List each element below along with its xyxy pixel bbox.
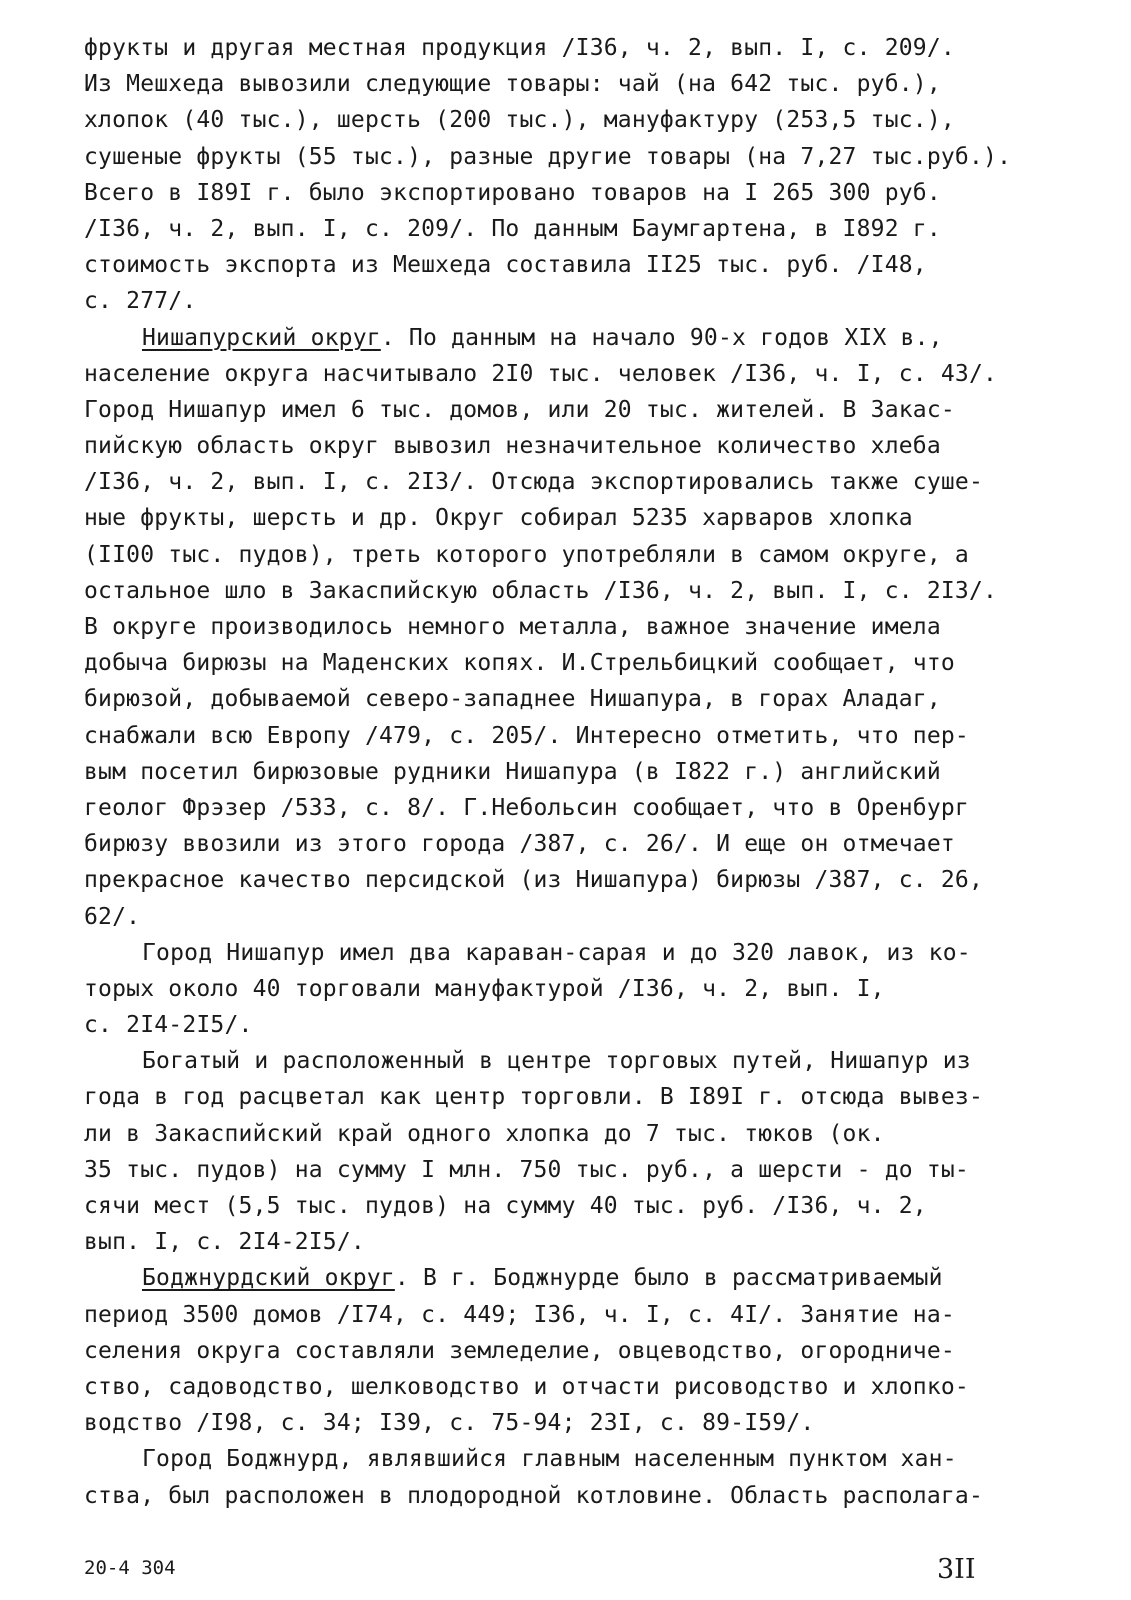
text-line: селения округа составляли земледелие, овцеводство, огородниче- — [84, 1337, 955, 1364]
section-heading-line — [84, 320, 1084, 356]
text-line: Из Мешхеда вывозили следующие товары: чай (на 642 тыс. руб.), — [84, 71, 941, 98]
heading-continuation: . В г. Боджнурде было в рассматриваемый — [394, 1265, 943, 1292]
text-line: водство /I98, с. 34; I39, с. 75-94; 23I, с. 89-I59/. — [84, 1410, 815, 1437]
heading-continuation: . По данным на начало 90-х годов XIX в., — [380, 324, 943, 351]
text-line: вым посетил бирюзовые рудники Нишапура (в I822 г.) английский — [84, 758, 941, 785]
text-line: население округа насчитывало 2I0 тыс. человек /I36, ч. I, с. 43/. — [84, 360, 998, 387]
text-line: 62/. — [84, 903, 141, 930]
text-line: Всего в I89I г. было экспортировано товаров на I 265 300 руб. — [84, 179, 941, 206]
text-line: 35 тыс. пудов) на сумму I млн. 750 тыс. руб., а шерсти - до ты- — [84, 1156, 969, 1183]
footer-print-code: 20-4 304 — [84, 1557, 176, 1579]
text-line: остальное шло в Закаспийскую область /I36, ч. 2, вып. I, с. 2I3/. — [84, 577, 998, 604]
text-line: с. 277/. — [84, 288, 197, 315]
section-heading-line — [84, 1260, 1084, 1296]
section-heading: Боджнурдский округ — [142, 1265, 395, 1292]
text-line: /I36, ч. 2, вып. I, с. 209/. По данным Баумгартена, в I892 г. — [84, 215, 941, 242]
text-line: сушеные фрукты (55 тыс.), разные другие товары (на 7,27 тыс.руб.). — [84, 143, 1012, 170]
text-line: сячи мест (5,5 тыс. пудов) на сумму 40 тыс. руб. /I36, ч. 2, — [84, 1193, 927, 1219]
body-text — [84, 30, 1084, 1514]
text-line: добыча бирюзы на Маденских копях. И.Стрельбицкий сообщает, что — [84, 650, 955, 677]
text-line: ные фрукты, шерсть и др. Округ собирал 5235 харваров хлопка — [84, 505, 913, 532]
text-line: фрукты и другая местная продукция /I36, ч. 2, вып. I, с. 209/. — [84, 35, 955, 61]
text-line: прекрасное качество персидской (из Нишапура) бирюзы /387, с. 26, — [84, 867, 984, 894]
text-line: /I36, ч. 2, вып. I, с. 2I3/. Отсюда экспортировались также суше- — [84, 469, 984, 496]
text-line: ство, садоводство, шелководство и отчасти рисоводство и хлопко- — [84, 1373, 969, 1400]
text-line: В округе производилось немного металла, важное значение имела — [84, 614, 941, 640]
paragraph-start-line: Богатый и расположенный в центре торговых путей, Нишапур из — [142, 1048, 971, 1075]
text-line: Город Нишапур имел 6 тыс. домов, или 20 тыс. жителей. В Закас- — [84, 396, 955, 423]
paragraph-start-line: Город Нишапур имел два караван-сарая и до 320 лавок, из ко- — [142, 939, 971, 966]
page-number: 3II — [937, 1554, 976, 1585]
text-line: с. 2I4-2I5/. — [84, 1012, 253, 1039]
text-line: бирюзой, добываемой северо-западнее Нишапура, в горах Аладаг, — [84, 686, 941, 713]
text-line: года в год расцветал как центр торговли. В I89I г. отсюда вывез- — [84, 1084, 984, 1111]
text-line: (II00 тыс. пудов), треть которого употребляли в самом округе, а — [84, 541, 969, 568]
text-line: ли в Закаспийский край одного хлопка до 7 тыс. тюков (ок. — [84, 1120, 885, 1147]
text-line: пийскую область округ вывозил незначительное количество хлеба — [84, 433, 941, 460]
text-line: вып. I, с. 2I4-2I5/. — [84, 1229, 365, 1256]
paragraph-start-line: Город Боджнурд, являвшийся главным населенным пунктом хан- — [142, 1446, 957, 1473]
section-heading: Нишапурский округ — [142, 324, 381, 351]
text-line: торых около 40 торговали мануфактурой /I36, ч. 2, вып. I, — [84, 975, 885, 1002]
text-line: стоимость экспорта из Мешхеда составила II25 тыс. руб. /I48, — [84, 252, 927, 279]
text-line: геолог Фрэзер /533, с. 8/. Г.Небольсин сообщает, что в Оренбург — [84, 794, 969, 821]
text-line: ства, был расположен в плодородной котловине. Область располага- — [84, 1482, 984, 1509]
text-line: снабжали всю Европу /479, с. 205/. Интересно отметить, что пер- — [84, 722, 969, 749]
text-line: период 3500 домов /I74, с. 449; I36, ч. I, с. 4I/. Занятие на- — [84, 1301, 955, 1328]
text-line: бирюзу ввозили из этого города /387, с. 26/. И еще он отмечает — [84, 831, 955, 858]
text-line: хлопок (40 тыс.), шерсть (200 тыс.), мануфактуру (253,5 тыс.), — [84, 107, 955, 134]
